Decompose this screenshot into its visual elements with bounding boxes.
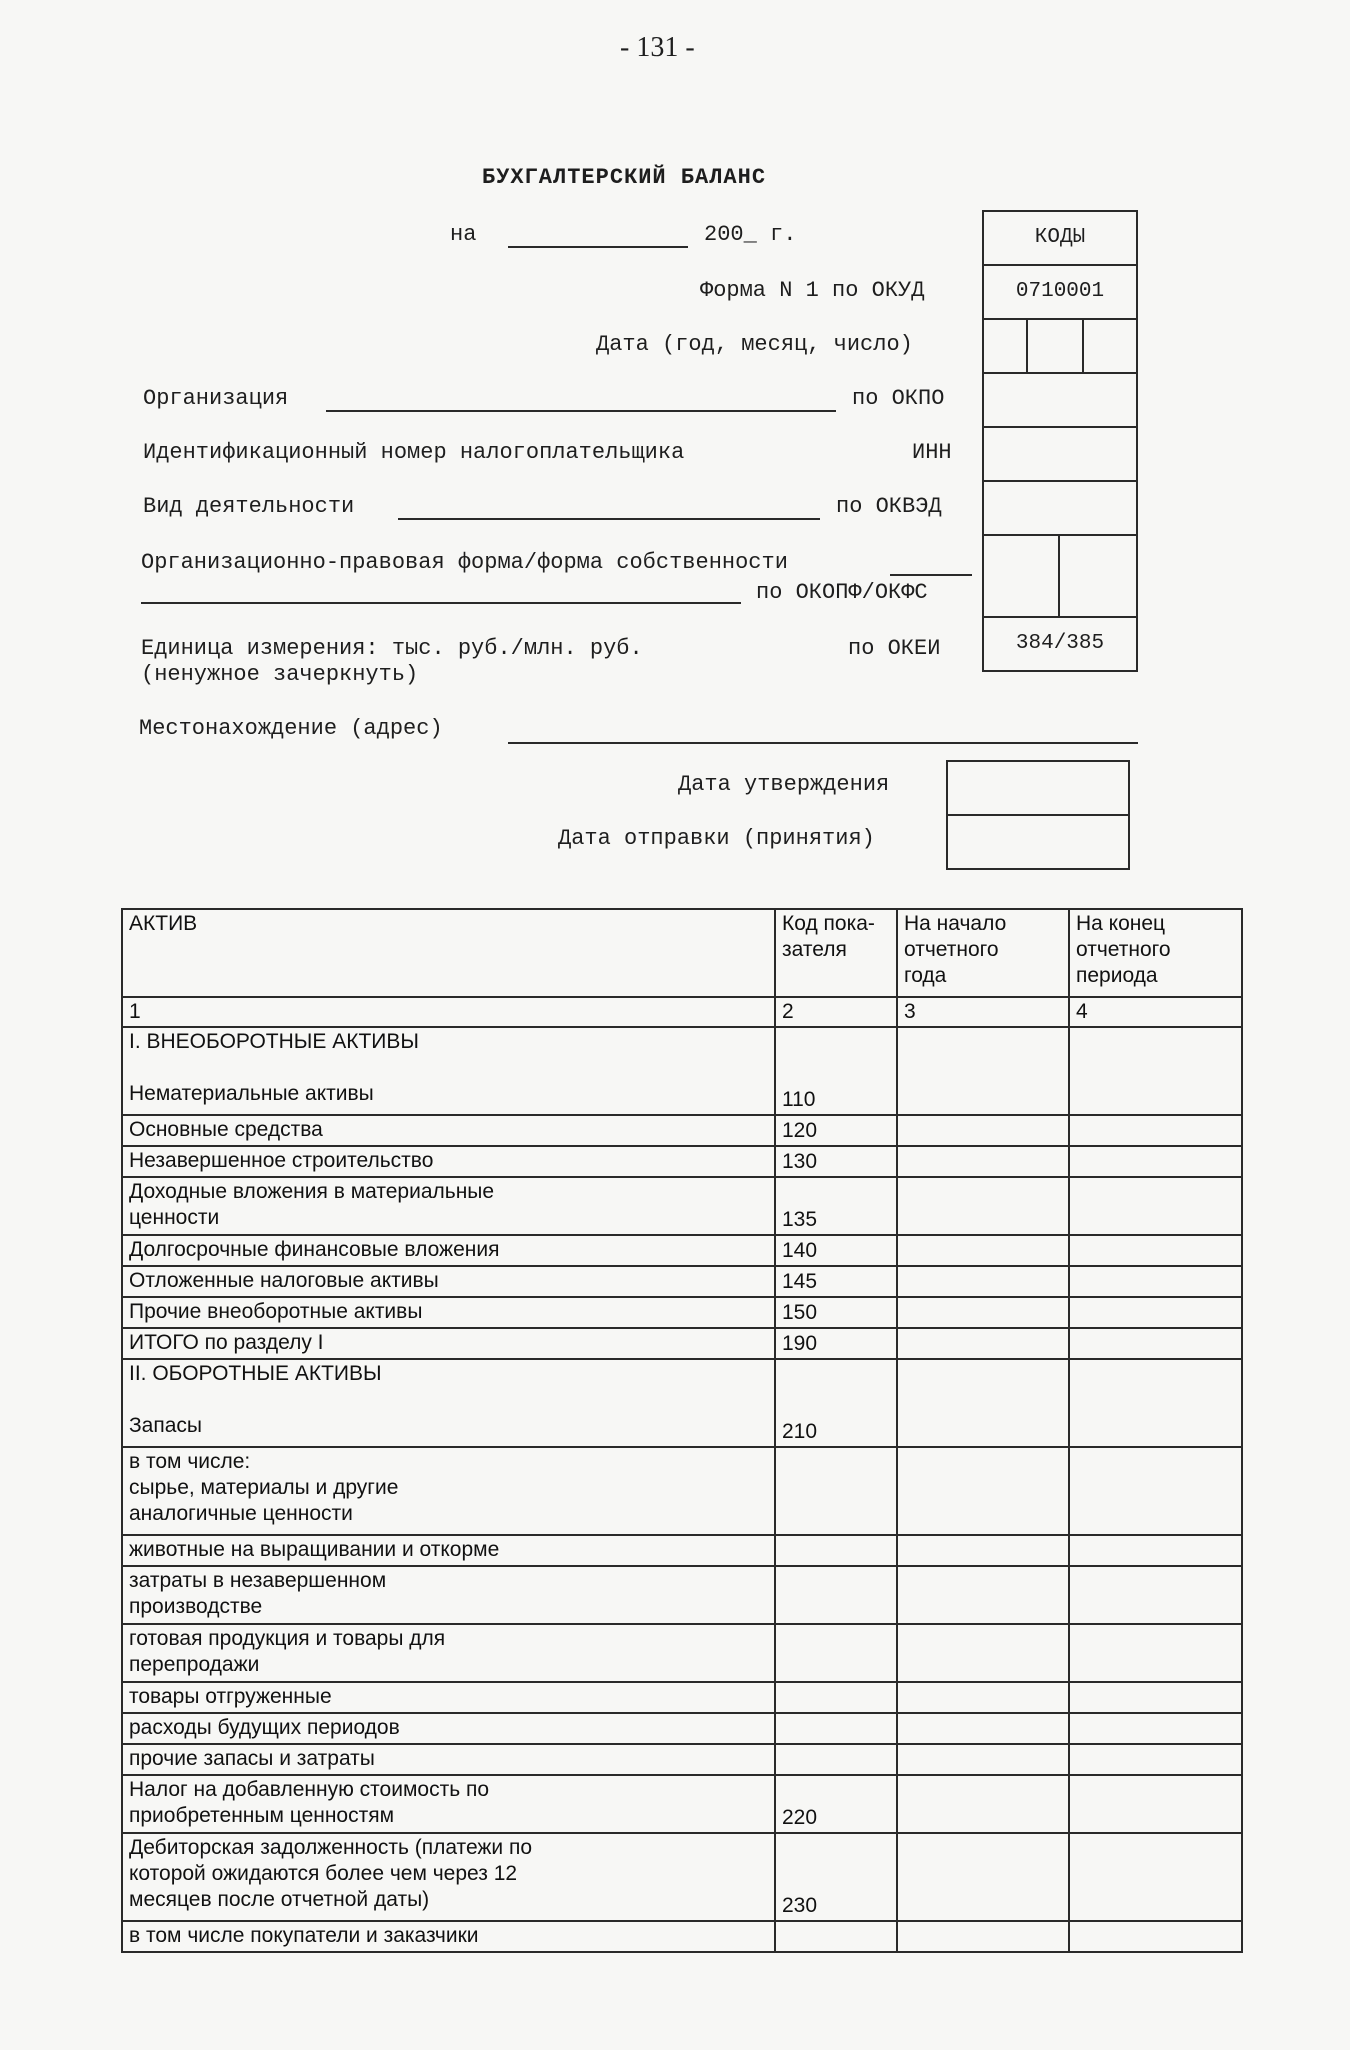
label-date: Дата (год, месяц, число) [596,332,913,357]
row-code: 210 [775,1359,897,1447]
value-start-cell[interactable] [897,1235,1069,1266]
table-row [122,1921,1242,1952]
label-address: Местонахождение (адрес) [139,716,443,741]
label-inn: ИНН [912,440,952,465]
label-na: на [450,222,477,247]
row-code: 150 [775,1297,897,1328]
legal-form-line-2[interactable] [141,602,741,604]
row-code: 220 [775,1775,897,1833]
date-line[interactable] [508,246,688,248]
row-label: Доходные вложения в материальные ценности [122,1177,775,1235]
value-end-cell[interactable] [1069,1744,1242,1775]
organization-line[interactable] [326,410,836,412]
label-sent-date: Дата отправки (принятия) [558,826,875,851]
value-end-cell[interactable] [1069,1921,1242,1952]
value-end-cell[interactable] [1069,1535,1242,1566]
value-start-cell[interactable] [897,1359,1069,1447]
table-row [122,1624,1242,1682]
value-start-cell[interactable] [897,1328,1069,1359]
label-approval-date: Дата утверждения [678,772,890,797]
row-label: товары отгруженные [122,1682,775,1713]
value-start-cell[interactable] [897,1146,1069,1177]
row-label: в том числе: сырье, материалы и другие аналогичные ценности [122,1447,775,1535]
table-row [122,1266,1242,1297]
row-label: II. ОБОРОТНЫЕ АКТИВЫ Запасы [122,1359,775,1447]
row-label: затраты в незавершенном производстве [122,1566,775,1624]
label-okopf: по ОКОПФ/ОКФС [756,580,928,605]
row-label: Дебиторская задолженность (платежи по которой ожидаются более чем через 12 месяцев после отчетной даты) [122,1833,775,1921]
value-start-cell[interactable] [897,1297,1069,1328]
sent-date-box[interactable] [946,814,1130,870]
activity-line[interactable] [398,518,820,520]
row-code: 130 [775,1146,897,1177]
value-start-cell[interactable] [897,1833,1069,1921]
value-start-cell[interactable] [897,1535,1069,1566]
col-header-asset: АКТИВ [122,909,775,997]
header-row [122,909,1242,997]
table-row [122,1027,1242,1115]
address-line[interactable] [508,742,1138,744]
table-row [122,1535,1242,1566]
value-end-cell[interactable] [1069,1235,1242,1266]
row-code [775,1713,897,1744]
value-start-cell[interactable] [897,1177,1069,1235]
code-okei: 384/385 [982,616,1138,672]
row-code: 230 [775,1833,897,1921]
table-row [122,1359,1242,1447]
code-date-cell[interactable] [982,318,1138,374]
table-row [122,1833,1242,1921]
col-header-code: Код пока- зателя [775,909,897,997]
row-label: Незавершенное строительство [122,1146,775,1177]
table-row [122,1146,1242,1177]
row-label: Отложенные налоговые активы [122,1266,775,1297]
label-unit-note: (ненужное зачеркнуть) [141,662,419,687]
value-end-cell[interactable] [1069,1115,1242,1146]
value-start-cell[interactable] [897,1624,1069,1682]
value-end-cell[interactable] [1069,1146,1242,1177]
table-row [122,1447,1242,1535]
row-label: ИТОГО по разделу I [122,1328,775,1359]
row-label: расходы будущих периодов [122,1713,775,1744]
label-unit: Единица измерения: тыс. руб./млн. руб. [141,636,643,661]
value-start-cell[interactable] [897,1027,1069,1115]
value-end-cell[interactable] [1069,1328,1242,1359]
page-number: - 131 - [620,32,695,63]
label-activity: Вид деятельности [143,494,355,519]
value-start-cell[interactable] [897,1713,1069,1744]
row-label: животные на выращивании и откорме [122,1535,775,1566]
col-number-2: 2 [775,997,897,1027]
value-end-cell[interactable] [1069,1447,1242,1535]
value-end-cell[interactable] [1069,1624,1242,1682]
value-start-cell[interactable] [897,1566,1069,1624]
row-code: 140 [775,1235,897,1266]
label-okved: по ОКВЭД [836,494,942,519]
row-label: Налог на добавленную стоимость по приобретенным ценностям [122,1775,775,1833]
row-code [775,1447,897,1535]
value-end-cell[interactable] [1069,1566,1242,1624]
value-end-cell[interactable] [1069,1713,1242,1744]
value-start-cell[interactable] [897,1447,1069,1535]
row-label: готовая продукция и товары для перепродажи [122,1624,775,1682]
label-year: 200_ г. [704,222,797,247]
legal-form-line-1[interactable] [890,574,972,576]
code-okud: 0710001 [982,264,1138,320]
row-code [775,1921,897,1952]
row-label: I. ВНЕОБОРОТНЫЕ АКТИВЫ Нематериальные активы [122,1027,775,1115]
label-legal-form: Организационно-правовая форма/форма собственности [141,550,788,575]
table-row [122,1177,1242,1235]
code-okved-cell[interactable] [982,480,1138,536]
table-row [122,1566,1242,1624]
row-label: в том числе покупатели и заказчики [122,1921,775,1952]
row-code: 120 [775,1115,897,1146]
document-title: БУХГАЛТЕРСКИЙ БАЛАНС [482,165,767,190]
label-form-okud: Форма N 1 по ОКУД [700,278,925,303]
row-label: Долгосрочные финансовые вложения [122,1235,775,1266]
table-row [122,1682,1242,1713]
value-start-cell[interactable] [897,1744,1069,1775]
value-end-cell[interactable] [1069,1682,1242,1713]
row-code: 145 [775,1266,897,1297]
value-end-cell[interactable] [1069,1359,1242,1447]
value-end-cell[interactable] [1069,1833,1242,1921]
value-start-cell[interactable] [897,1682,1069,1713]
col-number-1: 1 [122,997,775,1027]
balance-table [121,908,1243,1953]
col-number-3: 3 [897,997,1069,1027]
value-end-cell[interactable] [1069,1027,1242,1115]
value-start-cell[interactable] [897,1921,1069,1952]
code-okopf-cell[interactable] [982,534,1138,618]
value-end-cell[interactable] [1069,1297,1242,1328]
value-end-cell[interactable] [1069,1266,1242,1297]
col-number-row [122,997,1242,1027]
label-okpo: по ОКПО [852,386,945,411]
col-header-end: На конец отчетного периода [1069,909,1242,997]
value-start-cell[interactable] [897,1266,1069,1297]
row-code [775,1535,897,1566]
row-label: Прочие внеоборотные активы [122,1297,775,1328]
table-row [122,1297,1242,1328]
row-code: 135 [775,1177,897,1235]
value-start-cell[interactable] [897,1115,1069,1146]
col-header-start: На начало отчетного года [897,909,1069,997]
table-row [122,1775,1242,1833]
row-label: Основные средства [122,1115,775,1146]
row-code: 190 [775,1328,897,1359]
row-code [775,1744,897,1775]
table-row [122,1115,1242,1146]
label-okei: по ОКЕИ [848,636,941,661]
row-code [775,1624,897,1682]
table-row [122,1744,1242,1775]
row-code [775,1566,897,1624]
value-end-cell[interactable] [1069,1775,1242,1833]
col-number-4: 4 [1069,997,1242,1027]
table-row [122,1713,1242,1744]
row-code [775,1682,897,1713]
value-end-cell[interactable] [1069,1177,1242,1235]
code-inn-cell[interactable] [982,426,1138,482]
row-label: прочие запасы и затраты [122,1744,775,1775]
row-code: 110 [775,1027,897,1115]
table-row [122,1235,1242,1266]
value-start-cell[interactable] [897,1775,1069,1833]
codes-header: КОДЫ [982,210,1138,266]
approval-date-box[interactable] [946,760,1130,816]
table-row [122,1328,1242,1359]
code-okpo-cell[interactable] [982,372,1138,428]
label-organization: Организация [143,386,289,411]
label-inn-full: Идентификационный номер налогоплательщика [143,440,685,465]
